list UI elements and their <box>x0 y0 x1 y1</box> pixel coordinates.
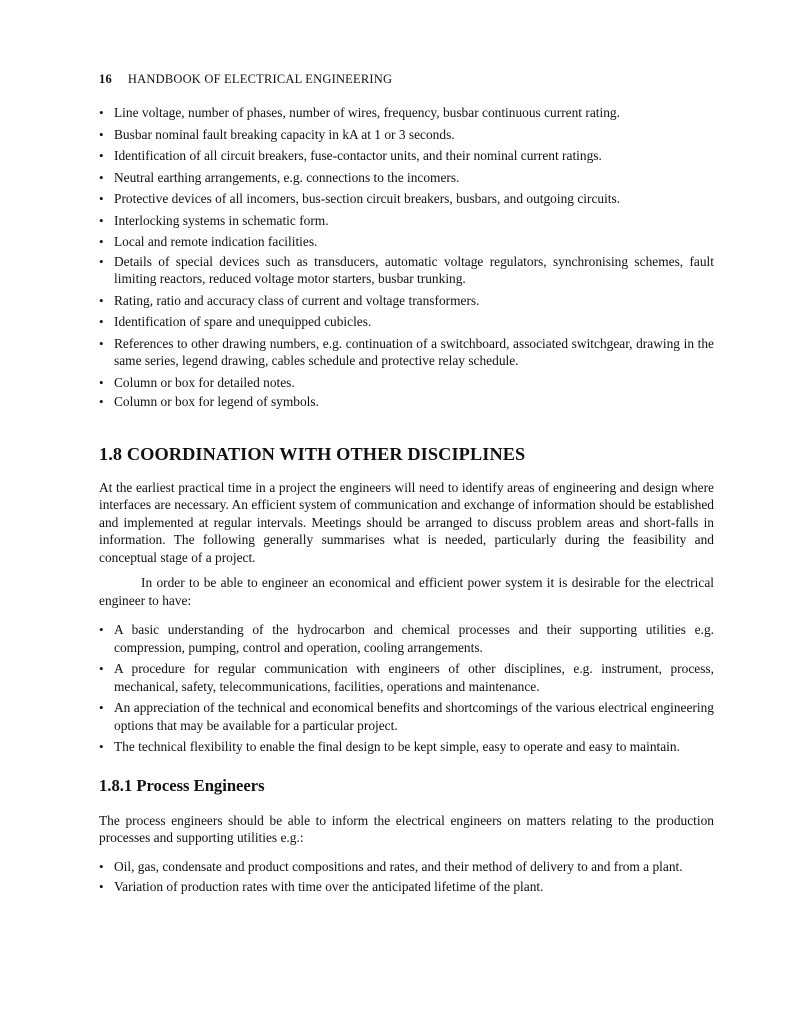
running-title: HANDBOOK OF ELECTRICAL ENGINEERING <box>127 72 393 86</box>
running-header <box>99 70 714 88</box>
bullet-icon: • <box>99 394 104 409</box>
list-item-text: Oil, gas, condensate and product compositions and rates, and their method of delivery to and from a plant. <box>114 858 683 874</box>
bullet-icon: • <box>99 169 104 185</box>
bullet-icon: • <box>99 148 104 163</box>
bullet-icon: • <box>99 622 104 637</box>
list-item-text: Variation of production rates with time over the anticipated lifetime of the plant. <box>114 879 544 894</box>
bullet-icon: • <box>99 374 104 390</box>
list-item-text: References to other drawing numbers, e.g. continuation of a switchboard, associated switchgear, drawing in the same series, legend drawing, cables schedule and protective relay schedule. <box>114 335 714 368</box>
bullet-icon: • <box>99 212 104 228</box>
bullet-icon: • <box>99 191 104 206</box>
list-item <box>99 190 714 208</box>
bullet-icon: • <box>99 858 104 874</box>
list-item <box>99 292 714 310</box>
bullet-icon: • <box>99 105 104 120</box>
list-item-text: An appreciation of the technical and economical benefits and shortcomings of the various electrical engineering options that may be available for a particular project. <box>114 700 714 733</box>
list-item-text: Identification of all circuit breakers, fuse-contactor units, and their nominal current ratings. <box>114 148 602 163</box>
paragraph-indented: In order to be able to engineer an economical and efficient power system it is desirable for the electrical engineer to have: <box>99 575 714 608</box>
list-item <box>99 313 714 331</box>
list-item <box>99 233 714 251</box>
list-item-text: A basic understanding of the hydrocarbon and chemical processes and their supporting utilities e.g. compression, pumping, control and operation, cooling arrangements. <box>114 622 714 655</box>
list-item <box>99 126 714 144</box>
bullet-icon: • <box>99 335 104 351</box>
list-item-text: Identification of spare and unequipped cubicles. <box>114 314 372 329</box>
bullet-icon: • <box>99 314 104 329</box>
list-item-text: Busbar nominal fault breaking capacity in kA at 1 or 3 seconds. <box>114 126 455 142</box>
list-item <box>99 699 714 734</box>
list-item-text: Protective devices of all incomers, bus-section circuit breakers, busbars, and outgoing circuits. <box>114 191 621 206</box>
list-item-text: Local and remote indication facilities. <box>114 234 318 249</box>
paragraph: The process engineers should be able to inform the electrical engineers on matters relating to the production processes and supporting utilities e.g.: <box>99 812 714 845</box>
list-item-text: A procedure for regular communication with engineers of other disciplines, e.g. instrument, process, mechanical, safety, telecommunications, facilities, operations and maintenance. <box>114 661 714 694</box>
bullet-icon: • <box>99 292 104 308</box>
list-item-text: Details of special devices such as transducers, automatic voltage regulators, synchronising schemes, fault limiting reactors, reduced voltage motor starters, busbar trunking. <box>114 253 714 286</box>
bullet-icon: • <box>99 739 104 754</box>
page-number: 16 <box>99 72 112 86</box>
list-item-text: Neutral earthing arrangements, e.g. connections to the incomers. <box>114 169 460 185</box>
list-item <box>99 335 714 370</box>
list-item <box>99 738 714 756</box>
document-page <box>99 70 714 899</box>
engineer-requirements-list <box>99 621 714 756</box>
list-item-text: The technical flexibility to enable the final design to be kept simple, easy to operate and easy to maintain. <box>114 739 680 754</box>
list-item <box>99 253 714 288</box>
list-item <box>99 169 714 187</box>
list-item-text: Rating, ratio and accuracy class of current and voltage transformers. <box>114 292 480 308</box>
list-item <box>99 374 714 392</box>
bullet-icon: • <box>99 234 104 249</box>
list-item <box>99 621 714 656</box>
subsection-heading: 1.8.1 Process Engineers <box>99 775 265 795</box>
list-item <box>99 858 714 876</box>
bullet-icon: • <box>99 700 104 715</box>
list-item-text: Column or box for detailed notes. <box>114 374 295 390</box>
list-item <box>99 393 714 411</box>
section-heading: 1.8 COORDINATION WITH OTHER DISCIPLINES <box>99 443 526 464</box>
bullet-icon: • <box>99 661 104 676</box>
list-item <box>99 147 714 165</box>
list-item <box>99 660 714 695</box>
bullet-icon: • <box>99 126 104 142</box>
list-item <box>99 104 714 122</box>
bullet-icon: • <box>99 879 104 894</box>
bullet-icon: • <box>99 253 104 269</box>
list-item <box>99 212 714 230</box>
list-item <box>99 878 714 896</box>
list-item-text: Interlocking systems in schematic form. <box>114 212 329 228</box>
drawing-content-list <box>99 104 714 411</box>
list-item-text: Column or box for legend of symbols. <box>114 394 319 409</box>
paragraph: At the earliest practical time in a project the engineers will need to identify areas of engineering and design where interfaces are necessary. An efficient system of communication and exchange of information should be established and implemented at regular intervals. Meetings should be arranged to discuss problem areas and short-falls in information. The following generally summarises what is needed, particularly during the feasibility and conceptual stage of a project. <box>99 479 714 565</box>
process-info-list <box>99 858 714 896</box>
list-item-text: Line voltage, number of phases, number of wires, frequency, busbar continuous current rating. <box>114 105 620 120</box>
